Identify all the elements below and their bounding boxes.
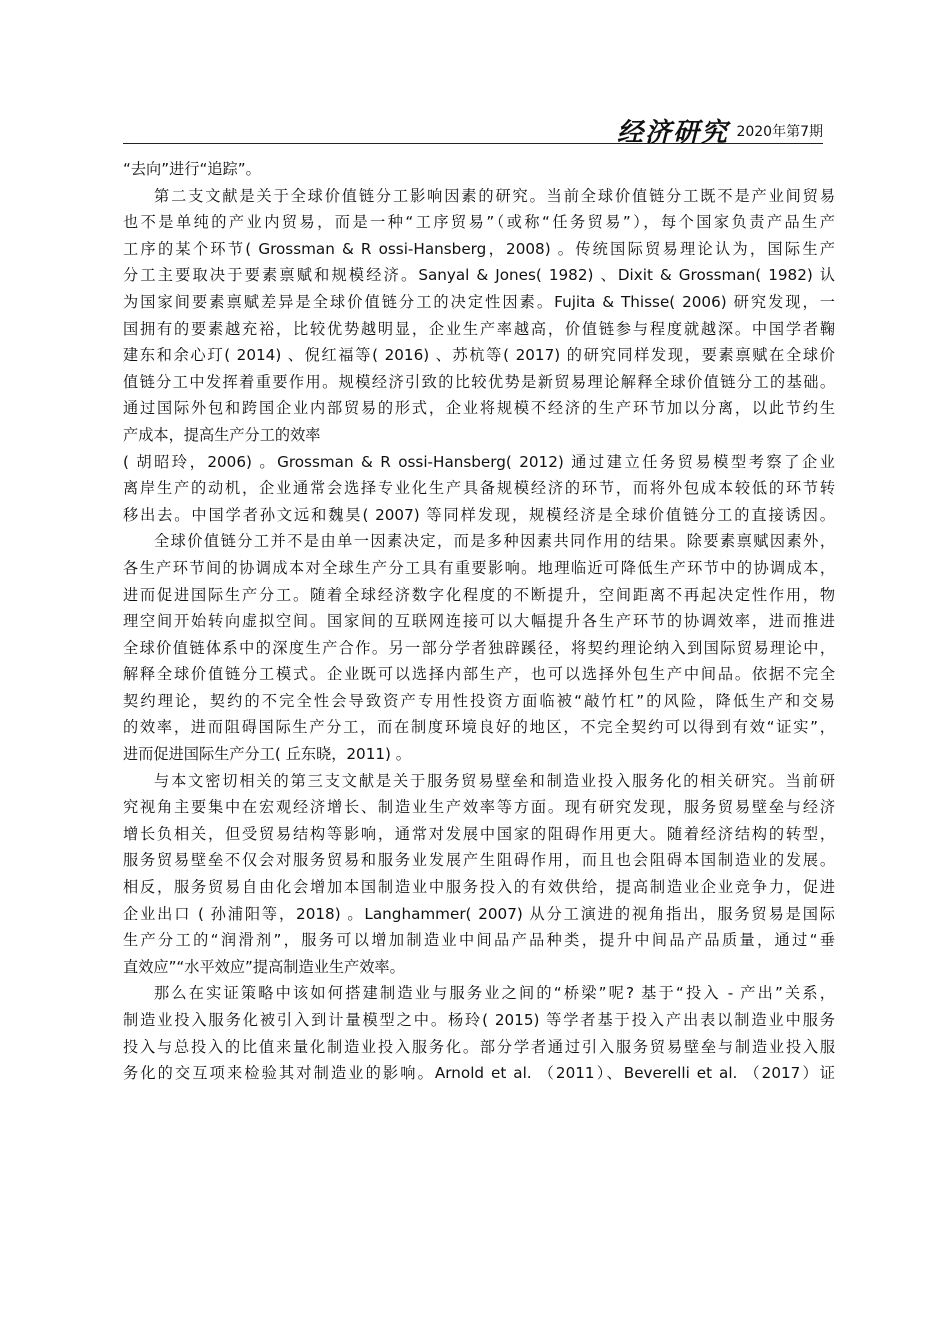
text-line: 进而促进国际生产分工。随着全球经济数字化程度的不断提升，空间距离不再起决定性作用，物 <box>123 585 835 604</box>
text-line: 相反，服务贸易自由化会增加本国制造业中服务投入的有效供给，提高制造业企业竞争力，促进 <box>123 878 835 897</box>
journal-logo: 经济研究 <box>616 118 729 148</box>
text-line: 值链分工中发挥着重要作用。规模经济引致的比较优势是新贸易理论解释全球价值链分工的基础。 <box>123 372 835 391</box>
text-line: 服务贸易壁垒不仅会对服务贸易和服务业发展产生阻碍作用，而且也会阻碍本国制造业的发展。 <box>123 851 835 870</box>
text-line: 分工主要取决于要素禀赋和规模经济。Sanyal & Jones( 1982) 、Dixit & Grossman( 1982) 认 <box>123 266 835 285</box>
header-rule <box>123 143 823 144</box>
text-line: 各生产环节间的协调成本对全球生产分工具有重要影响。地理临近可降低生产环节中的协调成本， <box>123 558 835 577</box>
text-line: 制造业投入服务化被引入到计量模型之中。杨玲( 2015) 等学者基于投入产出表以制造业中服务 <box>123 1011 835 1029</box>
text-line: ( 胡昭玲，2006) 。Grossman & R ossi-Hansberg( 2012) 通过建立任务贸易模型考察了企业 <box>123 452 835 471</box>
text-line: 也不是单纯的产业内贸易，而是一种“工序贸易”（或称“任务贸易”），每个国家负责产品生产 <box>123 213 835 232</box>
text-line: 移出去。中国学者孙文远和魏昊( 2007) 等同样发现，规模经济是全球价值链分工的直接诱因。 <box>123 505 835 524</box>
text-line: 为国家间要素禀赋差异是全球价值链分工的决定性因素。Fujita & Thisse( 2006) 研究发现，一 <box>123 292 835 311</box>
text-line: 企业出口 ( 孙浦阳等，2018) 。Langhammer( 2007) 从分工演进的视角指出，服务贸易是国际 <box>123 904 835 923</box>
text-line: 工序的某个环节( Grossman & R ossi-Hansberg，2008) 。传统国际贸易理论认为，国际生产 <box>123 239 835 258</box>
page-header <box>123 112 823 148</box>
text-line: 与本文密切相关的第三支文献是关于服务贸易壁垒和制造业投入服务化的相关研究。当前研 <box>154 771 835 790</box>
text-line: 契约理论，契约的不完全性会导致资产专用性投资方面临被“敲竹杠”的风险，降低生产和交易 <box>123 691 835 710</box>
text-line: 增长负相关，但受贸易结构等影响，通常对发展中国家的阻碍作用更大。随着经济结构的转型， <box>123 824 835 843</box>
article-body <box>123 156 835 1087</box>
text-line: 产成本，提高生产分工的效率 <box>123 425 321 444</box>
text-line: “去向”进行“追踪”。 <box>123 160 261 178</box>
text-line: 全球价值链分工并不是由单一因素决定，而是多种因素共同作用的结果。除要素禀赋因素外， <box>154 532 835 551</box>
text-line: 务化的交互项来检验其对制造业的影响。Arnold et al. （2011）、Beverelli et al. （2017）证 <box>123 1064 835 1083</box>
text-line: 全球价值链体系中的深度生产合作。另一部分学者独辟蹊径，将契约理论纳入到国际贸易理论中， <box>123 638 835 657</box>
text-line: 那么在实证策略中该如何搭建制造业与服务业之间的“桥梁”呢? 基于“投入 - 产出”关系， <box>154 984 835 1003</box>
text-line: 第二支文献是关于全球价值链分工影响因素的研究。当前全球价值链分工既不是产业间贸易 <box>154 186 835 205</box>
text-line: 生产分工的“润滑剂”，服务可以增加制造业中间品产品种类，提升中间品产品质量，通过“垂 <box>123 931 835 950</box>
text-line: 建东和余心玎( 2014) 、倪红福等( 2016) 、苏杭等( 2017) 的研究同样发现，要素禀赋在全球价 <box>123 346 835 365</box>
text-line: 投入与总投入的比值来量化制造业投入服务化。部分学者通过引入服务贸易壁垒与制造业投入服 <box>123 1037 835 1056</box>
issue-label: 2020年第7期 <box>736 124 823 140</box>
text-line: 究视角主要集中在宏观经济增长、制造业生产效率等方面。现有研究发现，服务贸易壁垒与经济 <box>123 798 835 817</box>
text-line: 离岸生产的动机，企业通常会选择专业化生产具备规模经济的环节，而将外包成本较低的环节转 <box>123 479 835 498</box>
text-line: 国拥有的要素越充裕，比较优势越明显，企业生产率越高，价值链参与程度就越深。中国学者鞠 <box>123 319 835 338</box>
text-line: 解释全球价值链分工模式。企业既可以选择内部生产，也可以选择外包生产中间品。依据不完全 <box>123 665 835 684</box>
text-line: 通过国际外包和跨国企业内部贸易的形式，企业将规模不经济的生产环节加以分离，以此节约生 <box>123 399 835 418</box>
text-line: 进而促进国际生产分工( 丘东晓，2011) 。 <box>123 745 411 764</box>
text-line: 理空间开始转向虚拟空间。国家间的互联网连接可以大幅提升各生产环节的协调效率，进而推进 <box>123 612 835 631</box>
text-line: 的效率，进而阻碍国际生产分工，而在制度环境良好的地区，不完全契约可以得到有效“证实”， <box>123 718 835 737</box>
text-line: 直效应”“水平效应”提高制造业生产效率。 <box>123 957 405 976</box>
